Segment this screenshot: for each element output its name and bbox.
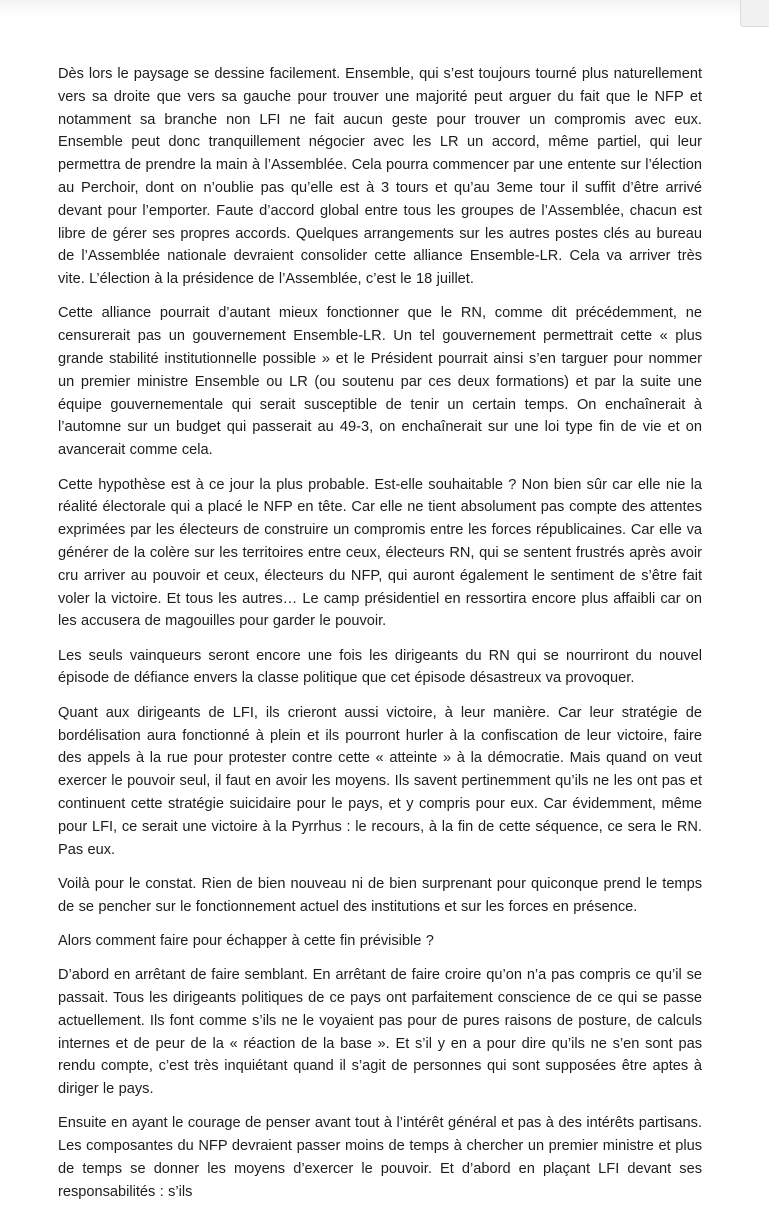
paragraph: Voilà pour le constat. Rien de bien nouveau ni de bien surprenant pour quiconque prend le temps de se pencher sur le fonctionnement actuel des institutions et sur les forces en présence. [58, 875, 702, 915]
page-top-edge [0, 0, 769, 18]
paragraph: Quant aux dirigeants de LFI, ils crieront aussi victoire, à leur manière. Car leur stratégie de bordélisation aura fonctionné à plein et ils pourront hurler à la confiscation de leur victoire, faire des appels à la rue pour protester contre cette « atteinte » à la démocratie. Mais quand on veut exercer le pouvoir seul, il faut en avoir les moyens. Ils savent pertinemment qu’ils ne les ont pas et continuent cette stratégie suicidaire pour le pays, et y compris pour eux. Car évidemment, même pour LFI, ce serait une victoire à la Pyrrhus : le recours, à la fin de cette séquence, ce sera le RN. Pas eux. [58, 704, 702, 858]
paragraph: Cette hypothèse est à ce jour la plus probable. Est-elle souhaitable ? Non bien sûr car elle nie la réalité électorale qui a placé le NFP en tête. Car elle ne tient absolument pas compte des attentes exprimées par les électeurs de construire un compromis entre les forces républicaines. Car elle va générer de la colère sur les territoires entre ceux, électeurs RN, qui se sentent frustrés après avoir cru arriver au pouvoir et ceux, électeurs du NFP, qui auront également le sentiment de s’être fait voler la victoire. Et tous les autres… Le camp présidentiel en ressortira encore plus affaibli car on les accusera de magouilles pour garder le pouvoir. [58, 476, 702, 630]
paragraph: Les seuls vainqueurs seront encore une fois les dirigeants du RN qui se nourriront du nouvel épisode de défiance envers la classe politique que cet épisode désastreux va provoquer. [58, 647, 702, 687]
paragraph: Alors comment faire pour échapper à cette fin prévisible ? [58, 932, 434, 949]
paragraph: Dès lors le paysage se dessine facilement. Ensemble, qui s’est toujours tourné plus naturellement vers sa droite que vers sa gauche pour trouver une majorité peut arguer du fait que le NFP et notamment sa branche non LFI ne fait aucun geste pour trouver un compromis avec eux. Ensemble peut donc tranquillement négocier avec les LR un accord, même partiel, qui leur permettra de prendre la main à l’Assemblée. Cela pourra commencer par une entente sur l’élection au Perchoir, dont on n’oublie pas qu’elle est à 3 tours et qu’au 3eme tour il suffit d’être arrivé devant pour l’emporter. Faute d’accord global entre tous les groupes de l’Assemblée, chacun est libre de gérer ses propres accords. Quelques arrangements sur les autres postes clés au bureau de l’Assemblée nationale devraient consolider cette alliance Ensemble-LR. Cela va arriver très vite. L’élection à la présidence de l’Assemblée, c’est le 18 juillet. [58, 66, 702, 288]
paragraph: Ensuite en ayant le courage de penser avant tout à l’intérêt général et pas à des intérêts partisans. Les composantes du NFP devraient passer moins de temps à chercher un premier ministre et plus de temps se donner les moyens d’exercer le pouvoir. Et d’abord en plaçant LFI devant ses responsabilités : s’ils [58, 1115, 702, 1200]
paragraph: D’abord en arrêtant de faire semblant. En arrêtant de faire croire qu’on n’a pas compris ce qu’il se passait. Tous les dirigeants politiques de ce pays ont parfaitement conscience de ce qui se passe actuellement. Ils font comme s’ils ne le voyaient pas pour de pures raisons de posture, de calculs internes et de peur de la « réaction de la base ». Et s’il y en a pour dire qu’ils ne s’en sont pas rendu compte, c’est très inquiétant quand il s’agit de personnes qui sont supposées être aptes à diriger le pays. [58, 967, 702, 1098]
paragraph: Cette alliance pourrait d’autant mieux fonctionner que le RN, comme dit précédemment, ne censurerait pas un gouvernement Ensemble-LR. Un tel gouvernement permettrait cette « plus grande stabilité institutionnelle possible » et le Président pourrait ainsi s’en targuer pour nommer un premier ministre Ensemble ou LR (ou soutenu par ces deux formations) et par la suite une équipe gouvernementale qui serait susceptible de tenir un certain temps. On enchaînerait à l’automne sur un budget qui passerait au 49-3, on enchaînerait sur une loi type fin de vie et on avancerait comme cela. [58, 305, 702, 459]
corner-shadow [740, 0, 769, 27]
document-body [58, 63, 702, 1215]
